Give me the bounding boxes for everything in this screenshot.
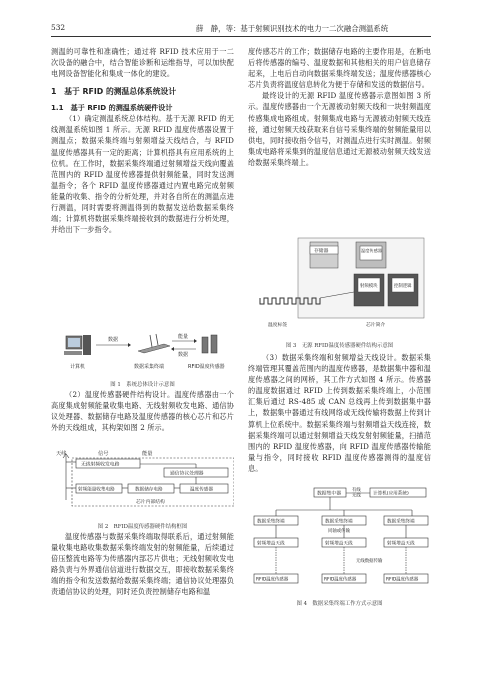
right-column: [248, 46, 431, 168]
paragraph: （1）确定测温系统总体结构。基于无源 RFID 的无线测温系统如图 1 所示。无源 RFID 温度传感器设置于测温点；数据采集终端与射频增益天线结合，与 RFID 温度传感器具有一定的距离；计算机搭具有应用系统的上位机。在工作时，数据采集终端通过射频增益天线向覆盖范围内的 RFID 温度传感器提供射频能量，同时发送测温指令；各个 RFID 温度传感器通过内置电路完成射频能量的收集、指令的分析处理，并对各自所在的测温点进行测温，同时需要将测温得到的数据发送给数据采集终端；计算机将数据采集终端接收到的数据进行分析处理，并给出下一步指令。: [51, 114, 234, 235]
sensor-icon: [202, 337, 208, 353]
paragraph: 度传感芯片的工作；数据储存电路的主要作用是，在断电后将传感器的编号、温度数据和其他相关的用户信息储存起来，上电后自动向数据采集终端发送；温度传感器核心芯片负责将温度信息转化为便于存储和发送的数据信号。: [248, 47, 431, 90]
fig2-box-label: 数据储存电路: [135, 487, 163, 493]
fig3-label: 芯片简介: [366, 323, 386, 328]
paragraph: （3）数据采集终端和射频增益天线设计。数据采集终端管理其覆盖范围内的温度传感器，是数据集中器和温度传感器之间的网桥，其工作方式如图 4 所示。传感器的温度数据通过 RFID 上传到数据采集终端上，小范围汇集后通过 RS-485 或 CAN 总线再上传到数据集中器上，数据集中器通过有线网络或无线传输将数据上传到计算机上位系统中。数据采集终端与射频增益天线连接，数据采集终端可以通过射频增益天线发射射频能量，扫描范围内的 RFID 温度传感器，向 RFID 温度传感器传输能量与指令，同时接收 RFID 温度传感器测得的温度信息。: [248, 353, 431, 473]
fig1-label: 计算机: [70, 364, 86, 370]
fig1-label: RFID温度传感器: [188, 364, 225, 370]
sensor-icon: [211, 335, 217, 353]
fig1-label: 数据采集终端: [134, 364, 165, 370]
fig2-signal-label: 信号: [98, 451, 109, 457]
arrow-label: 数据: [178, 352, 189, 358]
page-number: 532: [51, 23, 66, 32]
paragraph: 测温的可靠性和准确性；通过将 RFID 技术应用于一二次设备的融合中，结合智能诊断和运维指导，可以加快配电网设备智能化和集成一体化的建设。: [51, 47, 234, 79]
fig4-label: 射频增益天线: [387, 541, 415, 547]
fig4-label: 数据采集终端: [257, 519, 285, 525]
fig2-box-label: 无线射频收发电路: [81, 462, 120, 468]
right-column-cont: [248, 352, 431, 474]
fig4-label: RFID温度传感器: [324, 577, 357, 583]
figure-3-diagram: [258, 236, 428, 332]
fig2-box-label: 通信协议处理器: [170, 471, 204, 477]
fig3-label: 控制逻辑: [394, 284, 412, 289]
fig4-label: 射频增益天线: [257, 541, 285, 547]
fig4-label: 同轴或传输: [328, 529, 350, 534]
fig4-link-label: 无线: [352, 493, 361, 499]
page-header: [51, 23, 431, 35]
running-title: 薛 静，等：基于射频识别技术的电力一二次融合测温系统: [196, 24, 389, 33]
fig4-label: 射频增益天线: [325, 541, 353, 547]
subsection-title: 1.1 基于 RFID 的测温系统硬件设计: [51, 103, 173, 113]
fig3-label: 温度标签: [268, 323, 288, 328]
terminal-icon: [138, 344, 170, 353]
fig4-label: 数据采集终端: [387, 519, 415, 525]
fig2-antenna-label: 天线: [56, 451, 67, 457]
fig4-label: 数据集中器: [317, 491, 341, 497]
left-column-cont2: [51, 531, 234, 598]
fig4-label: 无线数据传输: [356, 559, 383, 564]
figure-4-diagram: [252, 486, 430, 592]
fig2-box-label: 温度传感器: [190, 487, 213, 493]
fig3-label: 存储器: [314, 249, 329, 254]
paragraph: （2）温度传感器硬件结构设计。温度传感器由一个高度集成射频能量收集电路、无线射频收发电路、通信协议处理器、数据储存电路及温度传感器的核心芯片和芯片外的天线组成，其构架如图 2 所示。: [51, 390, 234, 433]
figure-1-caption: 图 1 系统总体设计示意图: [110, 382, 175, 388]
header-rule: [51, 36, 431, 37]
left-column: [51, 46, 234, 235]
fig2-box-label: 射频能量收集电路: [78, 487, 115, 493]
fig3-label: 温度传感器: [361, 248, 382, 253]
figure-4-caption: 图 4 数据采集终端工作方式示意图: [296, 601, 383, 607]
fig4-label: RFID温度传感器: [386, 577, 419, 583]
fig4-label: RFID温度传感器: [256, 577, 289, 583]
fig2-chip-label: 芯片内部结构: [136, 500, 165, 505]
figure-2-diagram: [56, 448, 234, 516]
section-title: 1 基于 RFID 的测温总体系统设计: [51, 87, 177, 97]
arrow-label: 数据: [108, 337, 119, 343]
computer-tower-icon: [83, 335, 91, 355]
arrow-label: 能量: [178, 334, 189, 340]
fig4-label: 数据采集终端: [325, 519, 353, 525]
fig3-label: 射频模块: [360, 284, 378, 289]
paragraph: 温度传感器与数据采集终端取得联系后，通过射频能量收集电路收集数据采集终端发射的射频能量，后续通过倍压整流电路等为传感器内部芯片供电；无线射频收发电路负责与外界通信信道进行数据交互，即接收数据采集终端的指令和发送数据给数据采集终端；通信协议处理器负责通信协议的处理，同时还负责控制储存电路和温: [51, 532, 234, 597]
paragraph: 最终设计的无源 RFID 温度传感器示意图如图 3 所示。温度传感器由一个无源被动射频天线和一块射频温度传感集成电路组成。射频集成电路与无源被动射频天线连接，通过射频天线获取来自信号采集终端的射频能量用以供电，同时接收指令信号，对测温点进行实时测温。射频集成电路将采集到的温度信息通过无源被动射频天线发送给数据采集终端上。: [248, 91, 431, 167]
left-column-cont: [51, 389, 234, 433]
fig2-energy-label: 能量: [142, 451, 153, 457]
figure-2-caption: 图 2 RFID温度传感器硬件结构框图: [97, 524, 188, 530]
figure-3-caption: 图 3 无源 RFID温度传感器硬件结构示意图: [285, 343, 394, 349]
fig4-link-label: 有线: [352, 488, 361, 493]
fig4-label: 计算机(应用系统): [373, 491, 409, 497]
figure-1-diagram: [60, 331, 235, 376]
